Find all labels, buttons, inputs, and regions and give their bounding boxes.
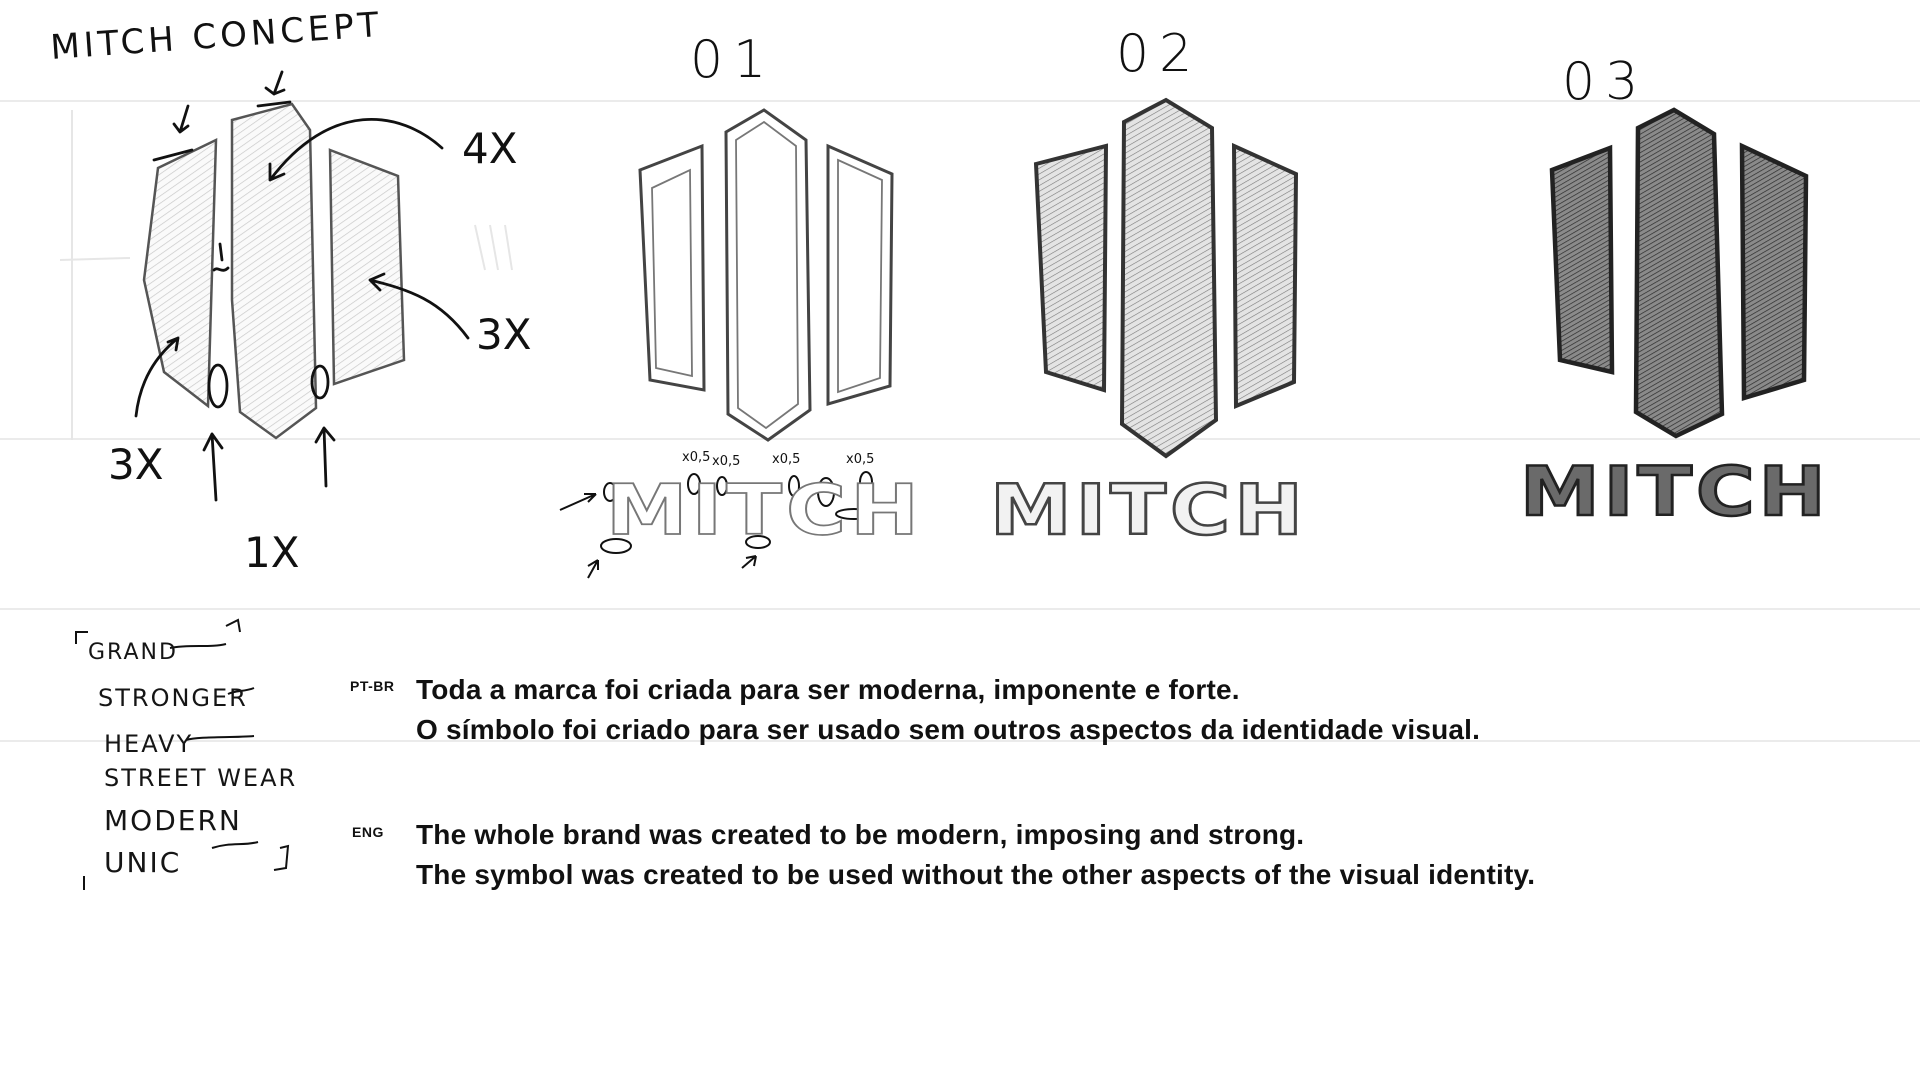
variant-03-symbol [1552, 110, 1806, 436]
variant-02-symbol [1036, 100, 1296, 456]
keyword-item: HEAVY [104, 730, 194, 758]
description-line: The whole brand was created to be modern, imposing and strong. [416, 819, 1305, 850]
variant-02-wordmark: MITCH [990, 470, 1307, 551]
keyword-item: STRONGER [98, 684, 248, 712]
multiplier-label-4x: 4X [462, 124, 518, 173]
ratio-label: x0,5 [846, 452, 875, 467]
description-line: The symbol was created to be used without the other aspects of the visual identity. [416, 859, 1536, 890]
keyword-item: STREET WEAR [104, 764, 298, 792]
multiplier-label-3x-right: 3X [476, 310, 532, 359]
variant-number-02: 02 [1116, 24, 1203, 84]
keyword-item: GRAND [88, 640, 178, 665]
multiplier-label-1x: 1X [244, 528, 300, 577]
description-line: O símbolo foi criado para ser usado sem outros aspectos da identidade visual. [416, 714, 1481, 745]
ratio-label: x0,5 [682, 450, 711, 465]
variant-number-01: 01 [690, 30, 777, 90]
language-tag-eng: ENG [352, 824, 384, 840]
language-tag-ptbr: PT-BR [350, 678, 395, 694]
variant-03-wordmark: MITCH [1520, 452, 1830, 532]
keyword-item: MODERN [104, 804, 242, 837]
ratio-label: x0,5 [772, 452, 801, 467]
variant-number-03: 03 [1562, 52, 1649, 112]
concept-title: MITCH CONCEPT [49, 4, 384, 68]
variant-01-wordmark: MITCH [606, 470, 923, 551]
multiplier-label-3x-left: 3X [108, 440, 164, 489]
keyword-item: UNIC [104, 846, 182, 879]
variant-01-symbol [640, 110, 892, 440]
concept-symbol [144, 104, 404, 438]
description-line: Toda a marca foi criada para ser moderna, imponente e forte. [416, 674, 1240, 705]
ratio-label: x0,5 [712, 454, 741, 469]
